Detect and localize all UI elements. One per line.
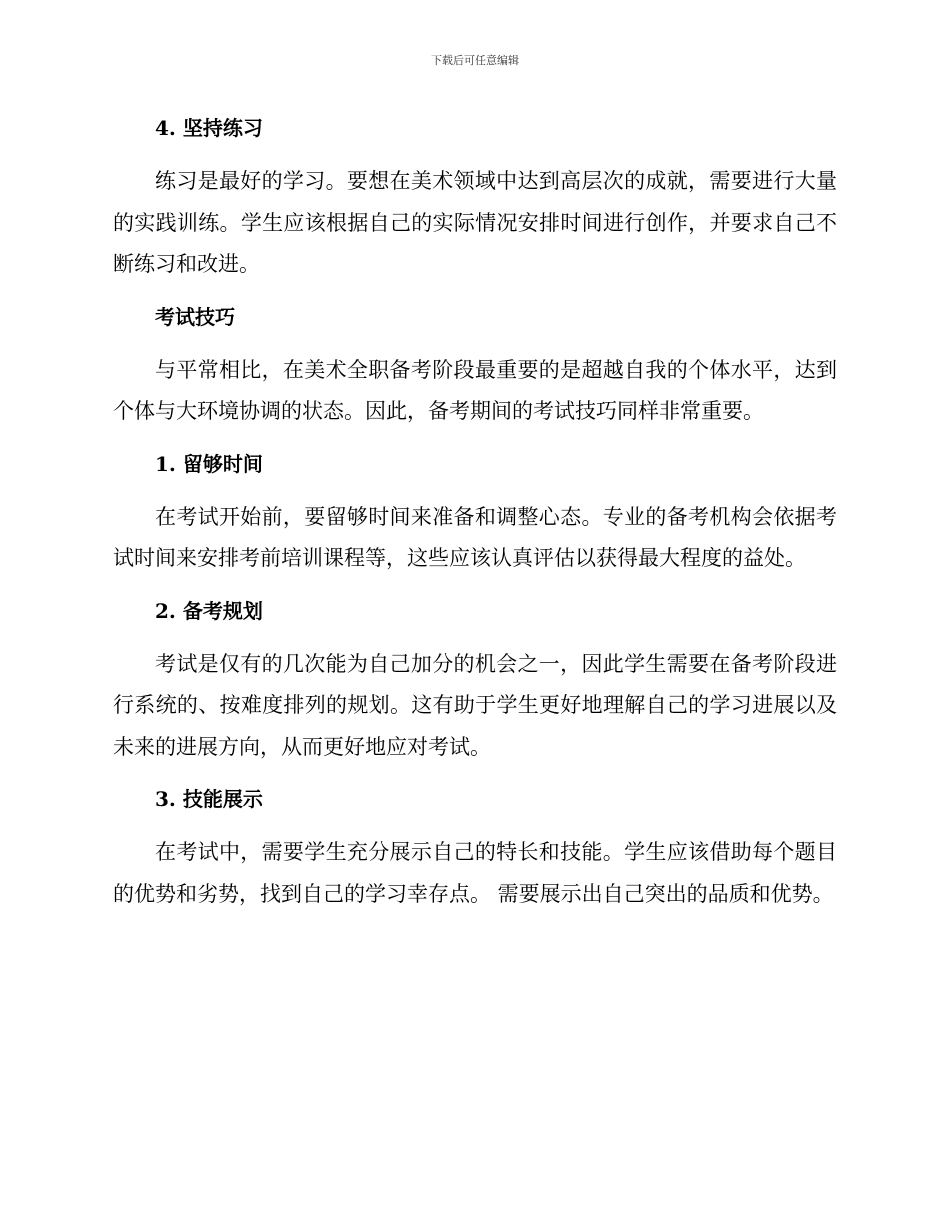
page-header: 下载后可任意编辑 [431,54,519,67]
section-paragraph-practice: 练习是最好的学习。要想在美术领域中达到高层次的成就，需要进行大量的实践训练。学生应该根据自己的实际情况安排时间进行创作，并要求自己不断练习和改进。 [113,169,837,276]
section-heading-exam-tips: 考试技巧 [155,304,235,329]
section-heading-practice: 4. 坚持练习 [155,116,263,140]
section-heading-planning: 2. 备考规划 [155,598,263,623]
section-paragraph-planning: 考试是仅有的几次能为自己加分的机会之一，因此学生需要在备考阶段进行系统的、按难度排列的规划。这有助于学生更好地理解自己的学习进展以及未来的进展方向，从而更好地应对考试。 [113,651,837,759]
document-body [113,111,837,915]
section-heading-skills: 3. 技能展示 [155,787,263,811]
section-heading-time: 1. 留够时间 [155,451,263,476]
section-paragraph-exam-tips: 与平常相比，在美术全职备考阶段最重要的是超越自我的个体水平，达到个体与大环境协调的状态。因此，备考期间的考试技巧同样非常重要。 [113,357,837,423]
section-paragraph-time: 在考试开始前，要留够时间来准备和调整心态。专业的备考机构会依据考试时间来安排考前培训课程等，这些应该认真评估以获得最大程度的益处。 [113,504,837,570]
section-paragraph-skills: 在考试中，需要学生充分展示自己的特长和技能。学生应该借助每个题目的优势和劣势，找到自己的学习幸存点。 需要展示出自己突出的品质和优势。 [113,840,837,906]
